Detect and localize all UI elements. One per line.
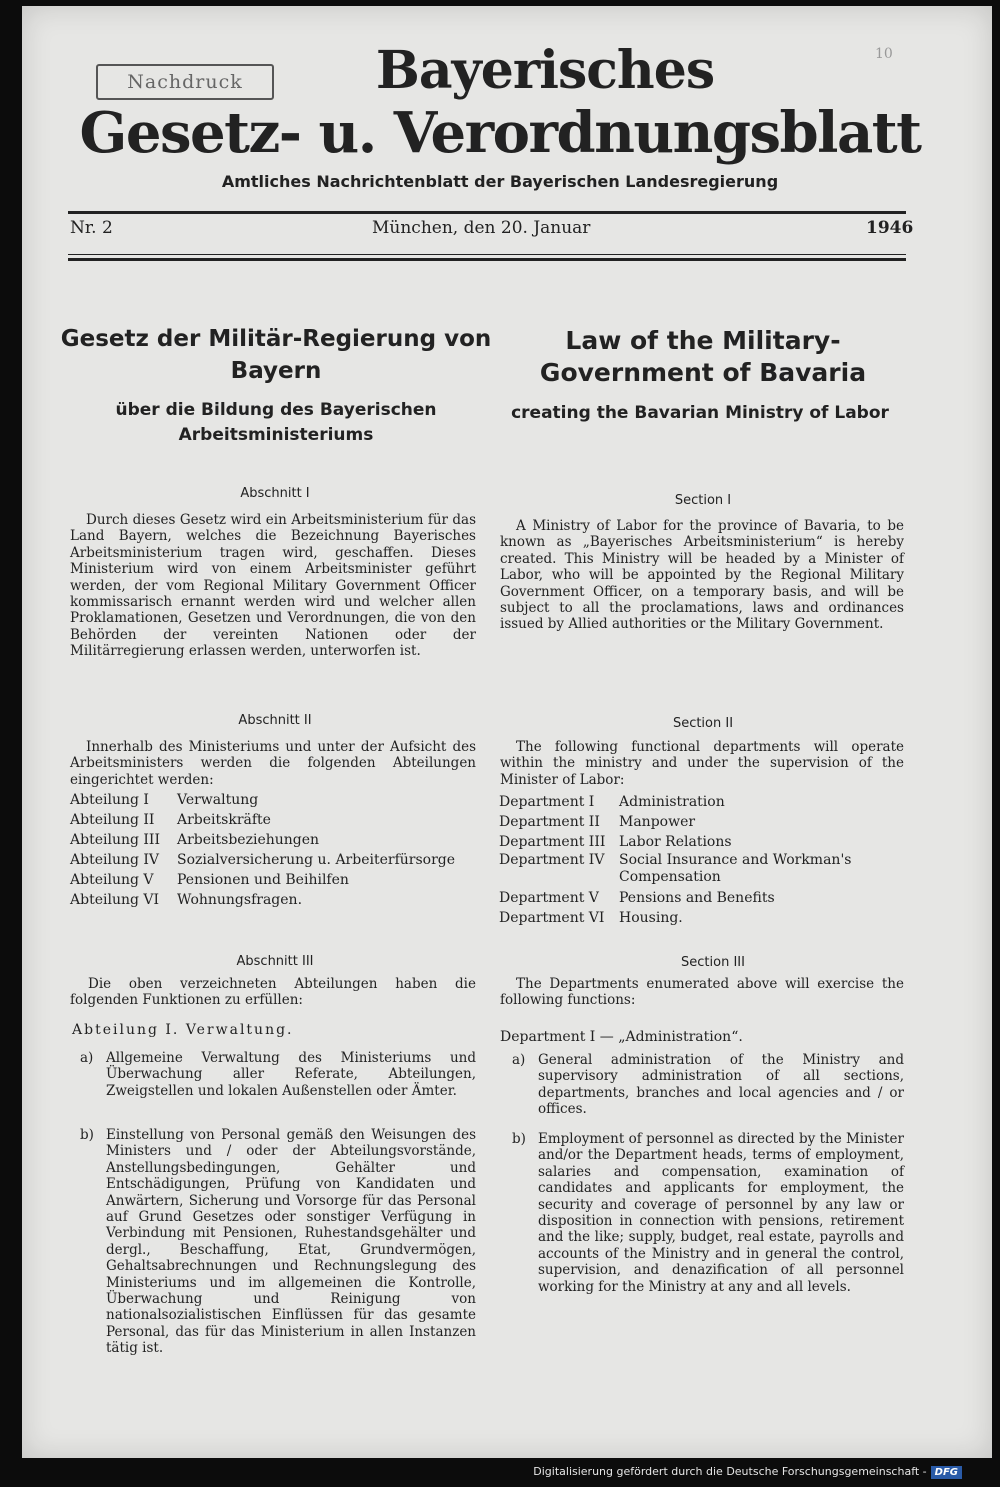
german-department-list — [70, 790, 480, 910]
english-department1-heading: Department I — „Administration“. — [500, 1029, 743, 1045]
english-section3-heading: Section III — [681, 955, 745, 970]
german-section3-text: Die oben verzeichneten Abteilungen haben die folgenden Funktionen zu erfüllen: — [70, 976, 476, 1009]
list-item: Abteilung V Pensionen und Beihilfen — [70, 872, 349, 888]
list-item: Department VI Housing. — [499, 910, 683, 926]
german-item-a: a) Allgemeine Verwaltung des Ministeriums und Überwachung aller Referate, Abteilungen, Zweigstellen und lokalen Außenstellen oder Ämter. — [80, 1050, 476, 1099]
english-item-b: b) Employment of personnel as directed by the Minister and/or the Department heads, terms of employment, salaries and compensation, examination of candidates and applicants for employment, the security and coverage of personnel by any law or disposition in connection with pensions, retirement and the like; supply, budget, real estate, payrolls and accounts of the Ministry and in general the control, supervision, and denazification of all personnel working for the Ministry at any and all levels. — [512, 1131, 904, 1295]
reprint-stamp: Nachdruck — [96, 64, 274, 100]
german-item-b: b) Einstellung von Personal gemäß den Weisungen des Ministers und / oder der Abteilungsvorstände, Anstellungsbedingungen, Gehälter und Entschädigungen, Prüfung von Kandidaten und Anwärtern, Sicherung und Vorsorge für das Personal auf Grund Gesetzes oder sonstiger Verfügung in Verbindung mit Pensionen, Ruhestandsgehälter und dergl., Beschaffung, Etat, Grundvermögen, Gehaltsabrechnungen und Rechnungslegung des Ministeriums und im allgemeinen die Kontrolle, Überwachung und Reinigung von nationalsozialistischen Einflüssen für das gesamte Personal, das für das Ministerium in allen Instanzen tätig ist. — [80, 1127, 476, 1357]
issue-year: 1946 — [866, 218, 914, 238]
list-item: Department I Administration — [499, 794, 725, 810]
header-rule-bottom — [68, 258, 906, 261]
english-section3-text: The Departments enumerated above will exercise the following functions: — [500, 976, 904, 1009]
list-item: Abteilung I Verwaltung — [70, 792, 259, 808]
header-rule-top — [68, 211, 906, 214]
german-section1-heading: Abschnitt I — [240, 486, 310, 501]
english-section2-text: The following functional departments will operate within the ministry and under the supervision of the Minister of Labor: — [500, 739, 904, 788]
german-department1-heading: Abteilung I. Verwaltung. — [72, 1022, 294, 1038]
english-title: Law of the Military-Government of Bavaria — [539, 326, 867, 387]
list-item: Abteilung VI Wohnungsfragen. — [70, 892, 303, 908]
masthead-title-line1: Bayerisches — [375, 40, 715, 101]
masthead-subtitle: Amtliches Nachrichtenblatt der Bayerischen Landesregierung — [221, 172, 779, 191]
english-subtitle: creating the Bavarian Ministry of Labor — [511, 403, 889, 423]
english-item-a: a) General administration of the Ministry and supervisory administration of all sections, departments, branches and local agencies and / or offices. — [512, 1052, 904, 1118]
list-item: Department II Manpower — [499, 814, 696, 830]
german-section1-text: Durch dieses Gesetz wird ein Arbeitsministerium für das Land Bayern, welches die Bezeichnung Bayerisches Arbeitsministerium tragen wird, geschaffen. Dieses Ministerium wird von einem Arbeitsminister geführt werden, der vom Regional Military Government Officer kommissarisch ernannt werden wird und welcher allen Proklamationen, Gesetzen und Verordnungen, die von den Behörden der vereinten Nationen oder der Militärregierung erlassen werden, unterworfen ist. — [70, 512, 476, 660]
digitization-credit: Digitalisierung gefördert durch die Deutsche Forschungsgemeinschaft - DFG — [533, 1465, 962, 1479]
english-section1-text: A Ministry of Labor for the province of Bavaria, to be known as „Bayerisches Arbeitsministerium“ is hereby created. This Ministry will be headed by a Minister of Labor, who will be appointed by the Regional Military Government Officer, on a temporary basis, and will be subject to all the proclamations, laws and ordinances issued by Allied authorities or the Military Government. — [500, 518, 904, 633]
german-subtitle: über die Bildung des Bayerischen Arbeitsministeriums — [115, 400, 437, 445]
list-item: Abteilung IV Sozialversicherung u. Arbeiterfürsorge — [70, 852, 456, 868]
german-section2-text: Innerhalb des Ministeriums und unter der Aufsicht des Arbeitsministers werden die folgenden Abteilungen eingerichtet werden: — [70, 739, 476, 788]
german-section2-heading: Abschnitt II — [238, 713, 312, 728]
list-item: Department IV Social Insurance and Workman's Compensation — [499, 852, 852, 885]
masthead-title-line2: Gesetz- u. Verordnungsblatt — [79, 100, 921, 166]
list-item: Abteilung II Arbeitskräfte — [70, 812, 271, 828]
english-section1-heading: Section I — [674, 493, 732, 508]
issue-number: Nr. 2 — [70, 218, 113, 238]
list-item: Abteilung III Arbeitsbeziehungen — [70, 832, 320, 848]
page-number: 10 — [875, 46, 893, 62]
issue-date: München, den 20. Januar — [372, 218, 591, 238]
header-rule-thin — [68, 254, 906, 255]
german-title: Gesetz der Militär-Regierung von Bayern — [60, 326, 492, 384]
dfg-logo: DFG — [931, 1466, 962, 1479]
list-item: Department V Pensions and Benefits — [499, 890, 775, 906]
english-department-list — [499, 792, 909, 928]
german-section3-heading: Abschnitt III — [236, 954, 314, 969]
english-section2-heading: Section II — [672, 716, 734, 731]
list-item: Department III Labor Relations — [499, 834, 732, 850]
